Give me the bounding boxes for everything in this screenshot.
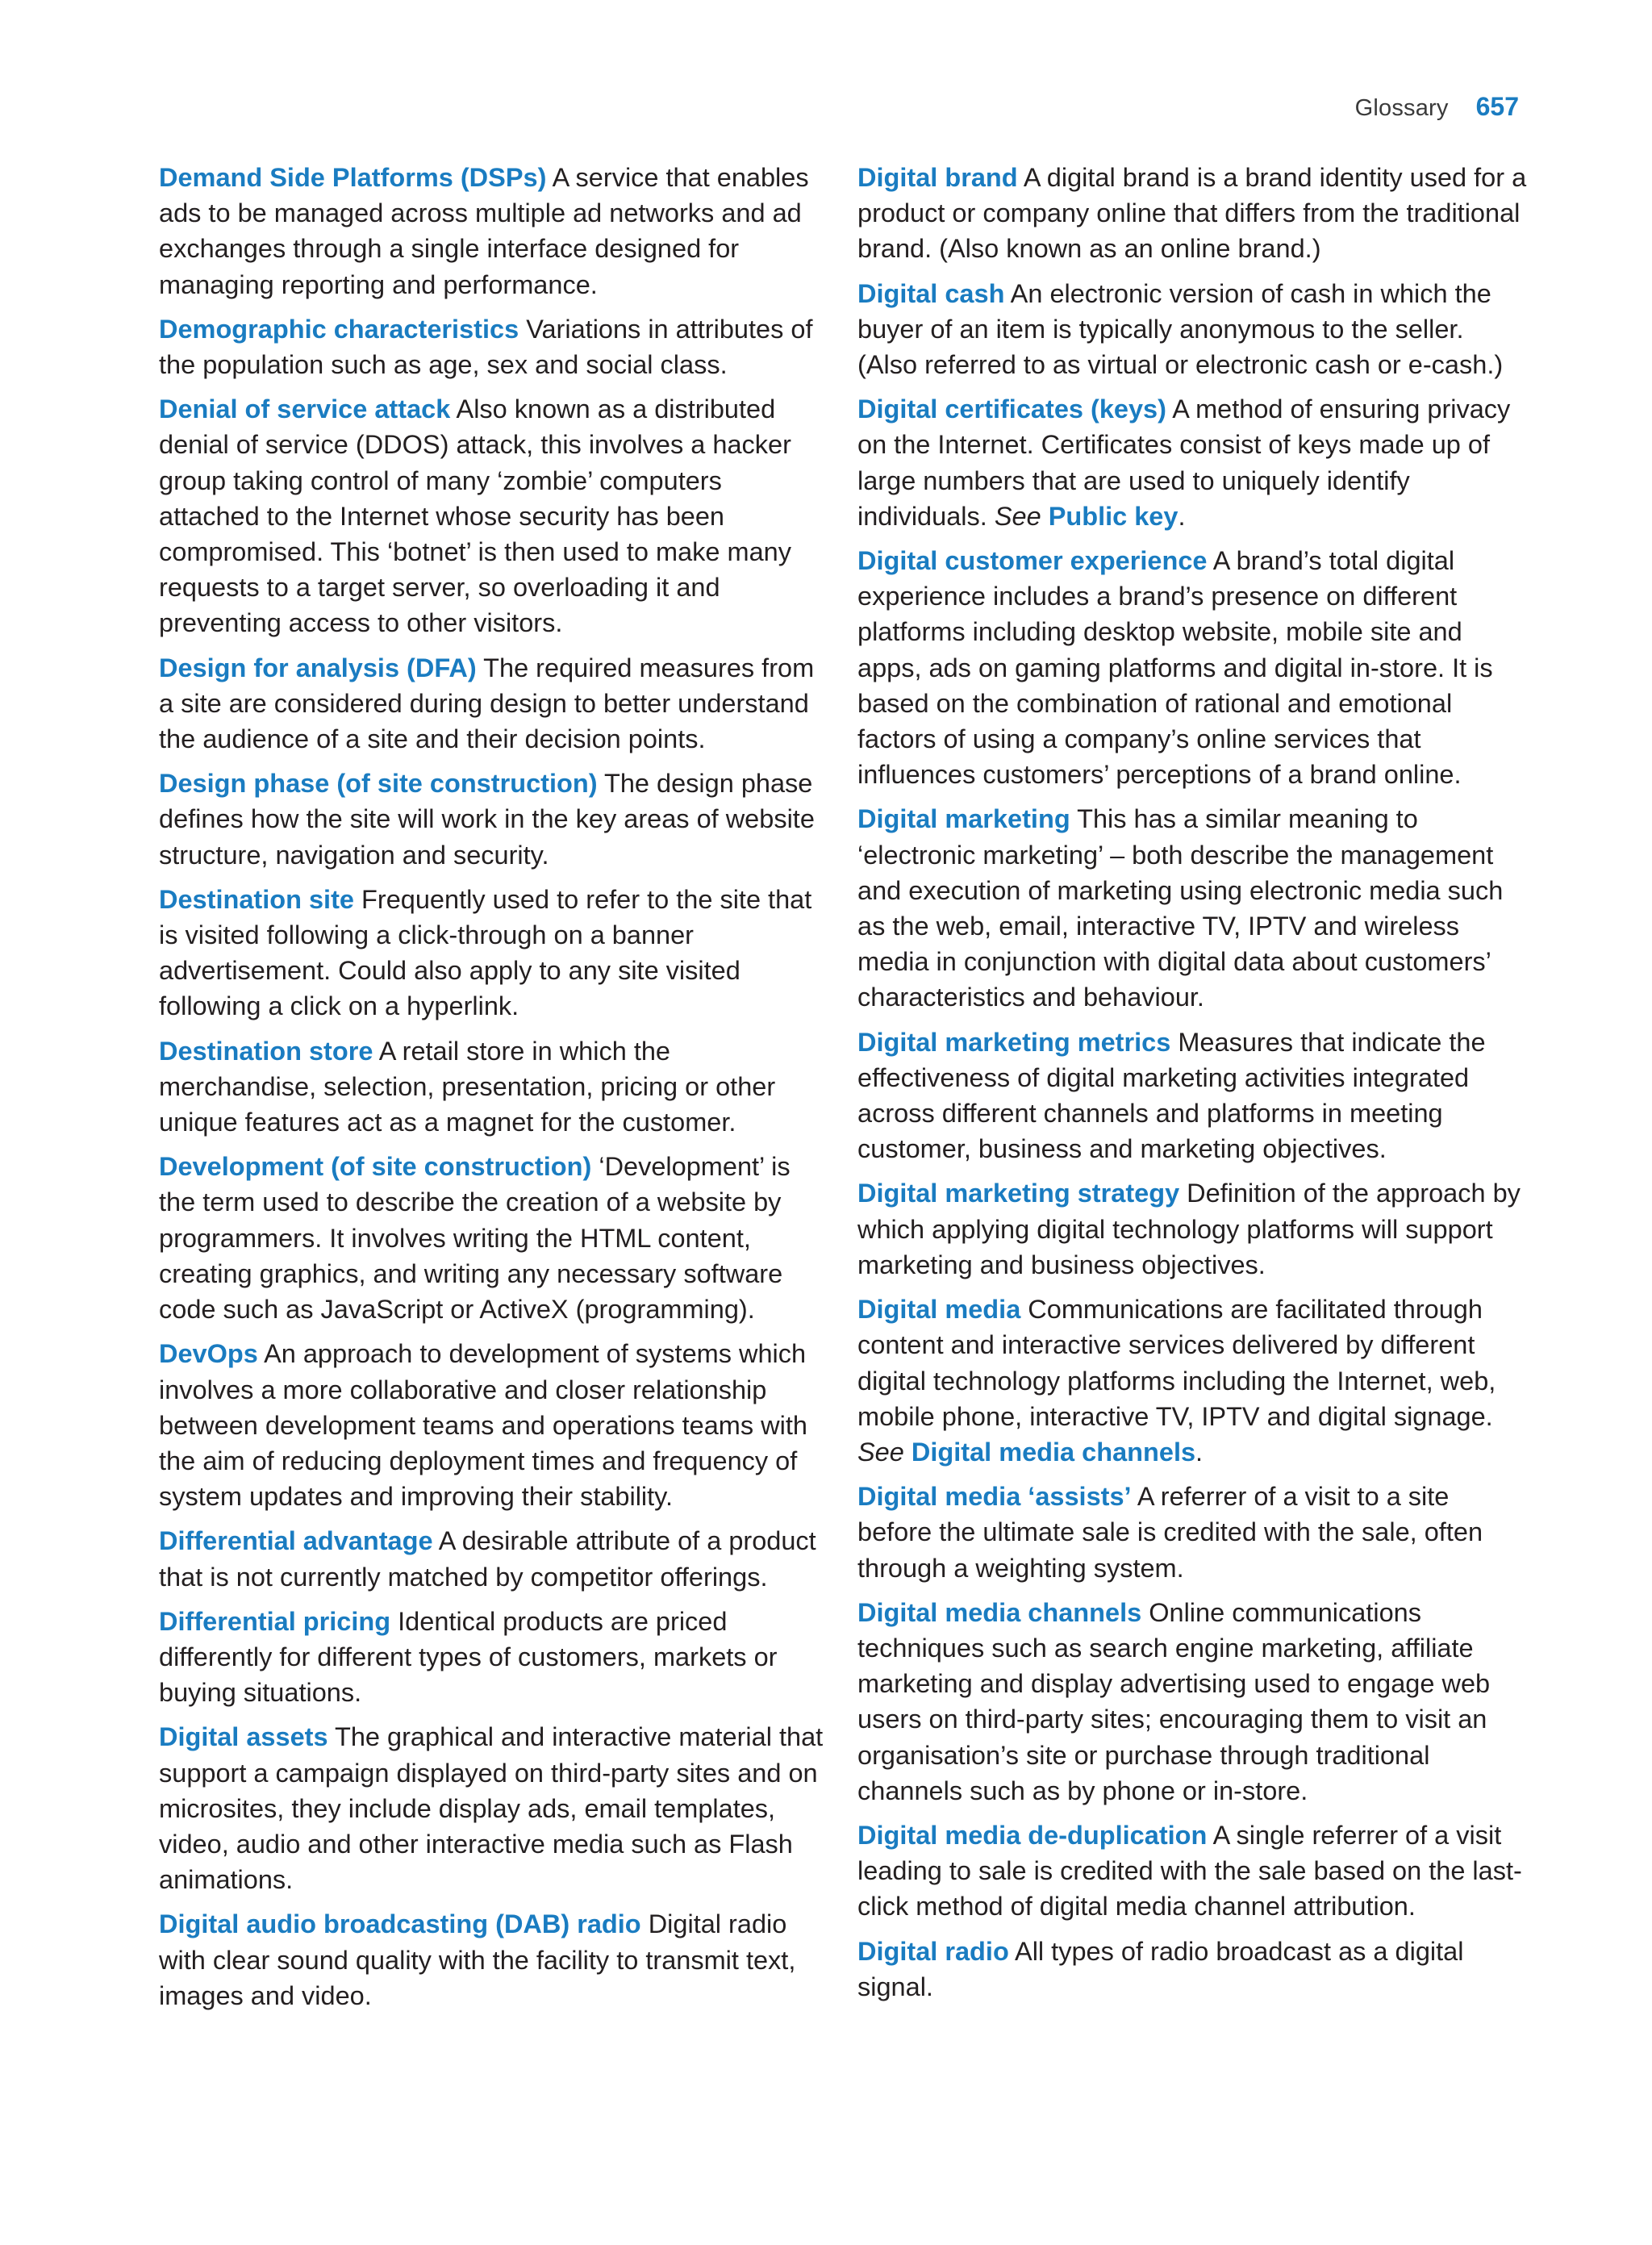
glossary-definition: Digital radio with clear sound quality with the facility to transmit text, images and video. <box>159 1909 796 2010</box>
glossary-definition: Frequently used to refer to the site that is visited following a click-through on a banner advertisement. Could also apply to any site visited following a click on a hyperlink. <box>159 884 812 1021</box>
glossary-term: Digital brand <box>857 163 1018 192</box>
glossary-entry <box>159 391 828 641</box>
glossary-entry <box>159 1906 828 2013</box>
right-column <box>857 160 1529 2013</box>
glossary-term: Design phase (of site construction) <box>159 769 598 799</box>
glossary-term: Digital audio broadcasting (DAB) radio <box>159 1909 641 1939</box>
glossary-definition: A referrer of a visit to a site before the ultimate sale is credited with the sale, often through a weighting system. <box>857 1482 1483 1583</box>
glossary-term: Destination store <box>159 1036 373 1066</box>
glossary-entry <box>857 1175 1529 1283</box>
glossary-definition: A brand’s total digital experience includes a brand’s presence on different platforms including desktop website, mobile site and apps, ads on gaming platforms and digital in-store. It is based on the combination of rational and emotional factors of using a company’s online services that influences customers’ perceptions of a brand online. <box>857 546 1493 790</box>
glossary-entry <box>159 1604 828 1711</box>
glossary-entry <box>159 160 828 303</box>
glossary-definition: Also known as a distributed denial of service (DDOS) attack, this involves a hacker group taking control of many ‘zombie’ computers attached to the Internet whose security has been compromised. This ‘botnet’ is then used to make many requests to a target server, so overloading it and preventing access to other visitors. <box>159 394 791 638</box>
glossary-term: Digital media ‘assists’ <box>857 1482 1132 1512</box>
glossary-definition: Variations in attributes of the population such as age, sex and social class. <box>159 314 813 380</box>
glossary-term: Digital marketing metrics <box>857 1027 1171 1057</box>
glossary-definition: Communications are facilitated through content and interactive services delivered by different digital technology platforms including the Internet, web, mobile phone, interactive TV, IPTV and digital signage. <box>857 1295 1496 1431</box>
glossary-entry <box>857 276 1529 383</box>
glossary-term: Development (of site construction) <box>159 1152 592 1182</box>
glossary-term: Digital radio <box>857 1936 1009 1966</box>
glossary-definition: A desirable attribute of a product that is not currently matched by competitor offerings. <box>159 1526 816 1592</box>
glossary-definition: An approach to development of systems which involves a more collaborative and closer relationship between development teams and operations teams with the aim of reducing deployment times and frequency of system updates and improving their stability. <box>159 1339 807 1512</box>
glossary-definition: Online communications techniques such as search engine marketing, affiliate marketing and display advertising used to engage web users on third-party sites; encouraging them to visit an organisation’s site or purchase through traditional channels such as by phone or in-store. <box>857 1597 1491 1805</box>
cross-reference-link[interactable]: Public key <box>1048 501 1179 531</box>
glossary-definition: Measures that indicate the effectiveness of digital marketing activities integrated across different channels and platforms in meeting customer, business and marketing objectives. <box>857 1027 1486 1164</box>
glossary-term: Digital certificates (keys) <box>857 394 1166 424</box>
glossary-term: Digital marketing strategy <box>857 1179 1180 1208</box>
glossary-entry <box>159 1033 828 1141</box>
glossary-term: Digital marketing <box>857 804 1070 834</box>
running-head <box>1355 92 1519 122</box>
glossary-term: Digital media de-duplication <box>857 1820 1208 1850</box>
glossary-entry <box>857 801 1529 1015</box>
glossary-term: Destination site <box>159 884 354 914</box>
glossary-term: Digital media channels <box>857 1597 1142 1627</box>
glossary-entry <box>159 311 828 382</box>
glossary-term: Digital customer experience <box>857 546 1208 576</box>
glossary-term: Differential advantage <box>159 1526 433 1556</box>
entry-end: . <box>1195 1437 1204 1467</box>
glossary-entry <box>857 391 1529 534</box>
glossary-term: DevOps <box>159 1339 258 1369</box>
glossary-definition: A method of ensuring privacy on the Internet. Certificates consist of keys made up of large numbers that are used to uniquely identify individuals. <box>857 394 1511 531</box>
glossary-definition: The required measures from a site are considered during design to better understand the audience of a site and their decision points. <box>159 653 815 754</box>
glossary-term: Differential pricing <box>159 1606 391 1636</box>
glossary-entry <box>857 1595 1529 1809</box>
glossary-definition: A retail store in which the merchandise, selection, presentation, pricing or other unique features act as a magnet for the customer. <box>159 1036 776 1137</box>
glossary-entry <box>857 1934 1529 2005</box>
glossary-definition: Identical products are priced differently for different types of customers, markets or buying situations. <box>159 1606 778 1708</box>
page-number: 657 <box>1475 92 1519 121</box>
glossary-term: Denial of service attack <box>159 394 451 424</box>
glossary-term: Demographic characteristics <box>159 314 519 344</box>
glossary-entry <box>857 1292 1529 1470</box>
entry-end: . <box>1178 501 1186 531</box>
glossary-entry <box>159 1149 828 1327</box>
glossary-entry <box>857 543 1529 792</box>
glossary-entry <box>159 1523 828 1594</box>
glossary-entry <box>159 766 828 873</box>
glossary-definition: All types of radio broadcast as a digital signal. <box>857 1936 1464 2001</box>
glossary-definition: This has a similar meaning to ‘electronic marketing’ – both describe the management and execution of marketing using electronic media such as the web, email, interactive TV, IPTV and wireless media in conjunction with digital data about customers’ characteristics and behaviour. <box>857 804 1504 1012</box>
see-label: See <box>994 501 1041 531</box>
glossary-entry <box>857 1479 1529 1586</box>
glossary-entry <box>159 650 828 757</box>
glossary-term: Digital assets <box>159 1722 328 1752</box>
glossary-entry <box>857 1024 1529 1167</box>
see-label: See <box>857 1437 904 1467</box>
glossary-entry <box>857 1817 1529 1925</box>
glossary-term: Digital cash <box>857 278 1005 308</box>
glossary-entry <box>159 1719 828 1897</box>
glossary-definition: A digital brand is a brand identity used for a product or company online that differs from the traditional brand. (Also known as an online brand.) <box>857 163 1527 264</box>
section-title: Glossary <box>1354 95 1449 121</box>
glossary-definition: A single referrer of a visit leading to sale is credited with the sale based on the last-click method of digital media channel attribution. <box>857 1820 1522 1922</box>
left-column <box>159 160 828 2022</box>
glossary-entry <box>159 882 828 1024</box>
glossary-term: Digital media <box>857 1295 1021 1325</box>
glossary-definition: The graphical and interactive material that support a campaign displayed on third-party sites and on microsites, they include display ads, email templates, video, audio and other interactive media such as Flash animations. <box>159 1722 824 1895</box>
glossary-definition: A service that enables ads to be managed across multiple ad networks and ad exchanges through a single interface designed for managing reporting and performance. <box>159 163 809 299</box>
glossary-term: Demand Side Platforms (DSPs) <box>159 163 547 192</box>
cross-reference-link[interactable]: Digital media channels <box>911 1437 1196 1467</box>
glossary-entry <box>159 1336 828 1514</box>
glossary-term: Design for analysis (DFA) <box>159 653 477 682</box>
glossary-definition: An electronic version of cash in which the buyer of an item is typically anonymous to the seller. (Also referred to as virtual or electronic cash or e-cash.) <box>857 278 1504 380</box>
glossary-definition: The design phase defines how the site will work in the key areas of website structure, navigation and security. <box>159 769 815 870</box>
glossary-entry <box>857 160 1529 267</box>
glossary-definition: ‘Development’ is the term used to describe the creation of a website by programmers. It involves writing the HTML content, creating graphics, and writing any necessary software code such as JavaScript or ActiveX (programming). <box>159 1152 791 1325</box>
glossary-definition: Definition of the approach by which applying digital technology platforms will support marketing and business objectives. <box>857 1179 1521 1279</box>
